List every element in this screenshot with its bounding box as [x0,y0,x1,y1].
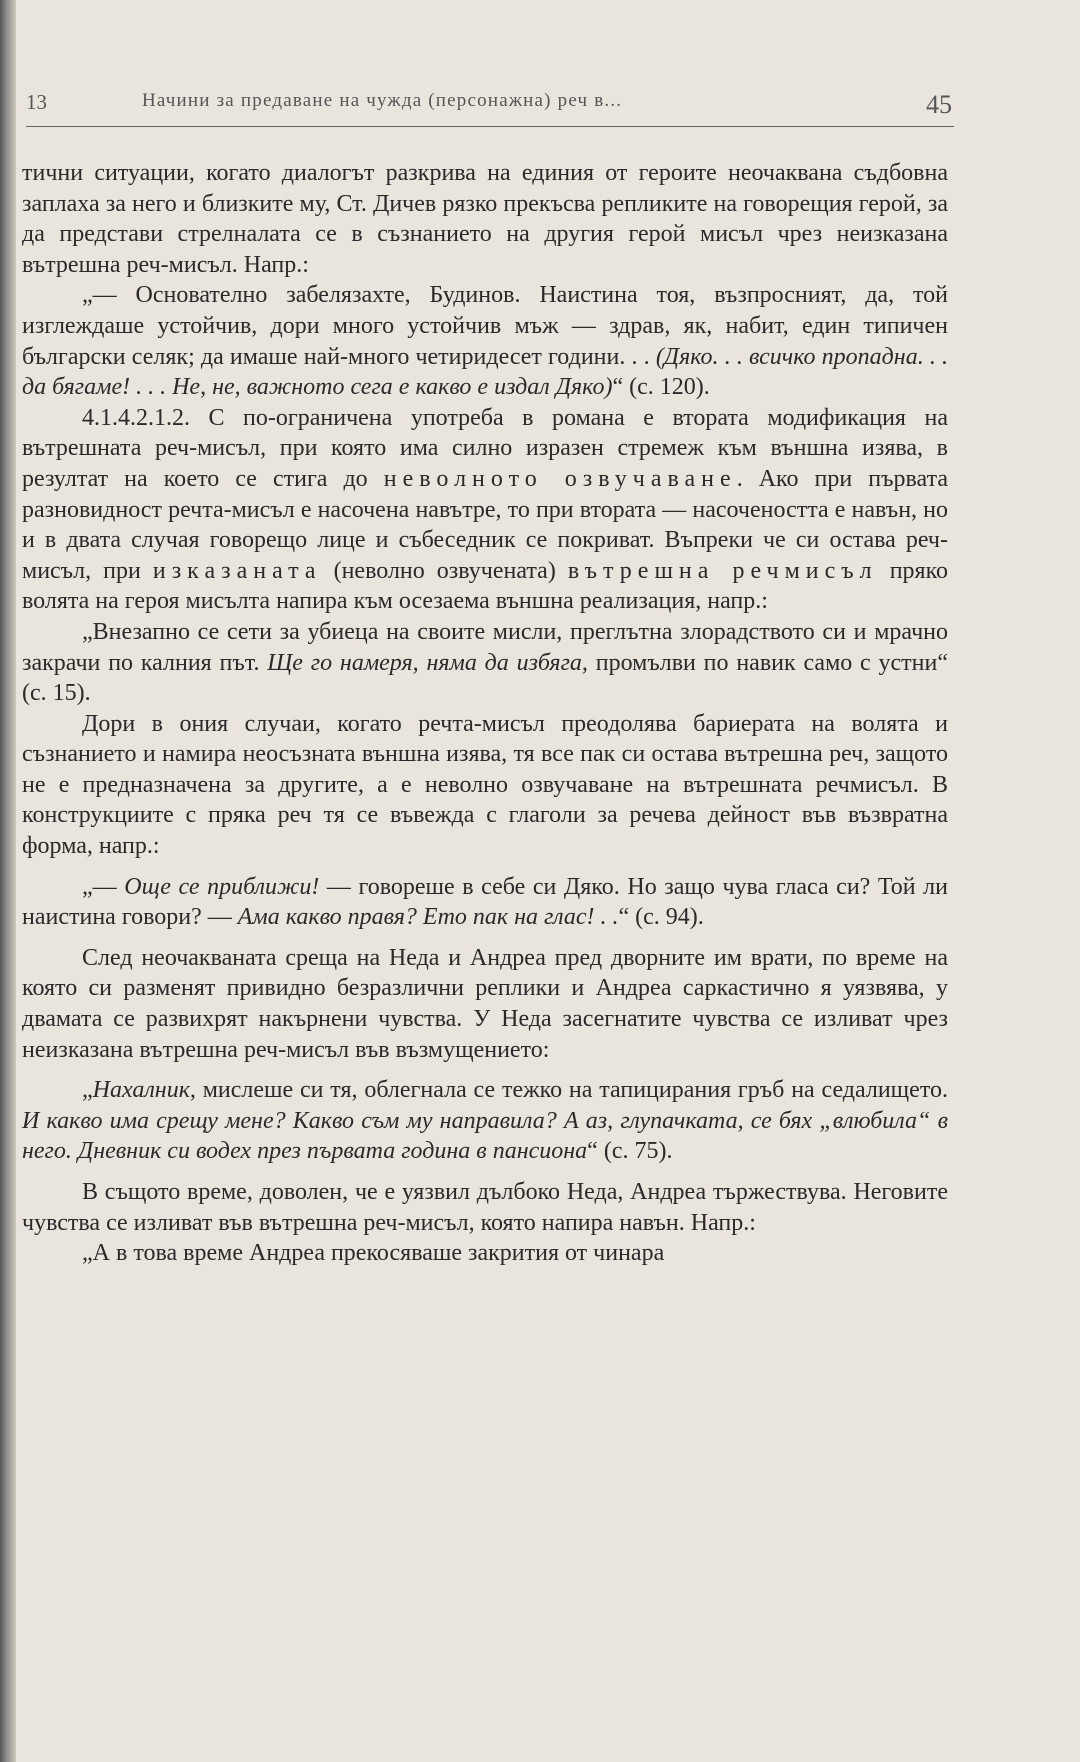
page-number: 45 [926,90,952,119]
quote-paragraph-2: „— Основателно забелязахте, Будинов. Наистина тоя, възпросният, да, той изглеждаше устойчив, дори много устойчив мъж — здрав, як, набит, един типичен български селяк; да имаше най-много четиридесет години. . . (Дяко. . . всичко пропадна. . . да бягаме! . . . Не, не, важното сега е какво е издал Дяко)“ (с. 120). [22,282,948,401]
signature-mark: 13 [26,90,47,114]
running-title: Начини за предаване на чужда (персонажна) реч в... [142,90,623,111]
section-paragraph-3: 4.1.4.2.1.2. С по-ограничена употреба в романа е втората модификация на вътрешната реч-мисъл, при която има силно изразен стремеж към външна изява, в резултат на което се стига до неволното озвучаване. Ако при първата разновидност речта-мисъл е насочена навътре, то при втората — насочеността е навън, но и в двата случая говорещо лице и събеседник се покриват. Въпреки че си остава реч-мисъл, при изказаната (неволно озвучената) вътрешна речмисъл пряко волята на героя мисълта напира към осезаема външна реализация, напр.: [22,404,949,615]
quote-paragraph-8: „Нахалник, мислеше си тя, облегнала се тежко на тапицирания гръб на седалището. И какво има срещу мене? Какво съм му направила? А аз, глупачката, се бях „влюбила“ в него. Дневник си водех през първата година в пансиона“ (с. 75). [22,1077,948,1165]
quote-paragraph-10: „А в това време Андреа прекосяваше закрития от чинара [82,1240,665,1267]
page-body [22,158,948,1269]
quote-paragraph-6: „— Още се приближи! — говореше в себе си Дяко. Но защо чува гласа си? Той ли наистина говори? — Ама какво правя? Ето пак на глас! . .“ (с. 94). [22,873,948,931]
header-rule [26,126,954,127]
paragraph-1: тични ситуации, когато диалогът разкрива на единия от героите неочаквана съдбовна заплаха за него и близките му, Ст. Дичев рязко прекъсва репликите на говорещия герой, за да представи стрелналата се в съзнанието на другия герой мисъл чрез неизказана вътрешна реч-мисъл. Напр.: [22,160,948,278]
paragraph-5: Дори в ония случаи, когато речта-мисъл преодолява бариерата на волята и съзнанието и намира неосъзната външна изява, тя все пак си остава вътрешна реч, защото не е предназначена за другите, а е неволно озвучаване на вътрешната речмисъл. В конструкциите с пряка реч тя се въвежда с глаголи за речева дейност във възвратна форма, напр.: [22,710,948,860]
quote-paragraph-4: „Внезапно се сети за убиеца на своите мисли, преглътна злорадството си и мрачно закрачи по калния път. Ще го намеря, няма да избяга, промълви по навик само с устни“ (с. 15). [22,618,948,707]
page-header [26,84,954,124]
book-spine-shadow [0,0,16,1762]
paragraph-7: След неочакваната среща на Неда и Андреа пред дворните им врати, по време на която си разменят привидно безразлични реплики и Андреа саркастично я уязвява, у двамата се развихрят накърнени чувства. У Неда засегнатите чувства се изливат чрез неизказана вътрешна реч-мисъл във възмущението: [22,944,948,1063]
paragraph-9: В същото време, доволен, че е уязвил дълбоко Неда, Андреа тържествува. Неговите чувства се изливат във вътрешна реч-мисъл, която напира навън. Напр.: [22,1179,948,1236]
